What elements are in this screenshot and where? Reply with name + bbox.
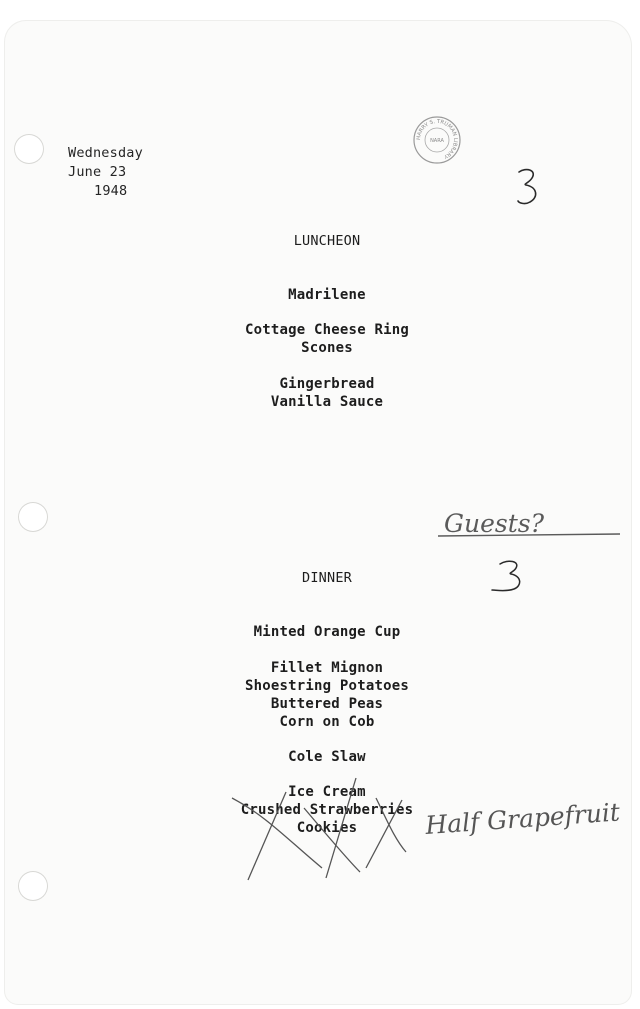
stamp-ring-text: HARRY S. TRUMAN LIBRARY [415,118,459,160]
date-block [68,144,143,201]
menu-item: Gingerbread [279,376,375,392]
dinner-course-2 [104,659,550,731]
dinner-course-1 [104,623,550,641]
menu-page [4,20,632,1005]
stamp-center-text: NARA [430,138,444,144]
year: 1948 [94,183,128,199]
menu-item: Fillet Mignon [270,660,384,676]
menu-item: Crushed Strawberries [240,802,414,818]
handwritten-substitution [422,786,632,866]
menu-item: Corn on Cob [279,714,375,730]
luncheon-section [104,232,550,250]
luncheon-heading: LUNCHEON [293,233,361,249]
guests-count-text: 3 [434,498,435,499]
handwritten-page-number [510,164,550,214]
menu-item: Buttered Peas [270,696,384,712]
menu-item: Vanilla Sauce [270,394,384,410]
dinner-section [104,569,550,587]
punch-hole [14,134,44,164]
punch-hole [18,871,48,901]
handwritten-strike-marks [226,768,426,888]
library-stamp [412,115,462,165]
dinner-course-3 [104,748,550,766]
substitution-text: Half Grapefruit [424,797,621,840]
punch-hole [18,502,48,532]
page-number-text: 3 [510,164,511,165]
guests-note-text: Guests? [444,509,544,538]
menu-item: Shoestring Potatoes [245,678,409,694]
menu-item: Cookies [296,820,358,836]
menu-item: Minted Orange Cup [253,624,401,640]
month-day: June 23 [68,164,127,180]
luncheon-course-1 [104,286,550,304]
menu-item: Cole Slaw [288,749,366,765]
menu-item: Cottage Cheese Ring [245,322,409,338]
menu-item: Scones [301,340,353,356]
luncheon-course-3 [104,375,550,411]
menu-item: Ice Cream [288,784,366,800]
luncheon-course-2 [104,321,550,357]
dinner-heading: DINNER [302,570,352,586]
weekday: Wednesday [68,145,143,161]
menu-item: Madrilene [288,287,366,303]
